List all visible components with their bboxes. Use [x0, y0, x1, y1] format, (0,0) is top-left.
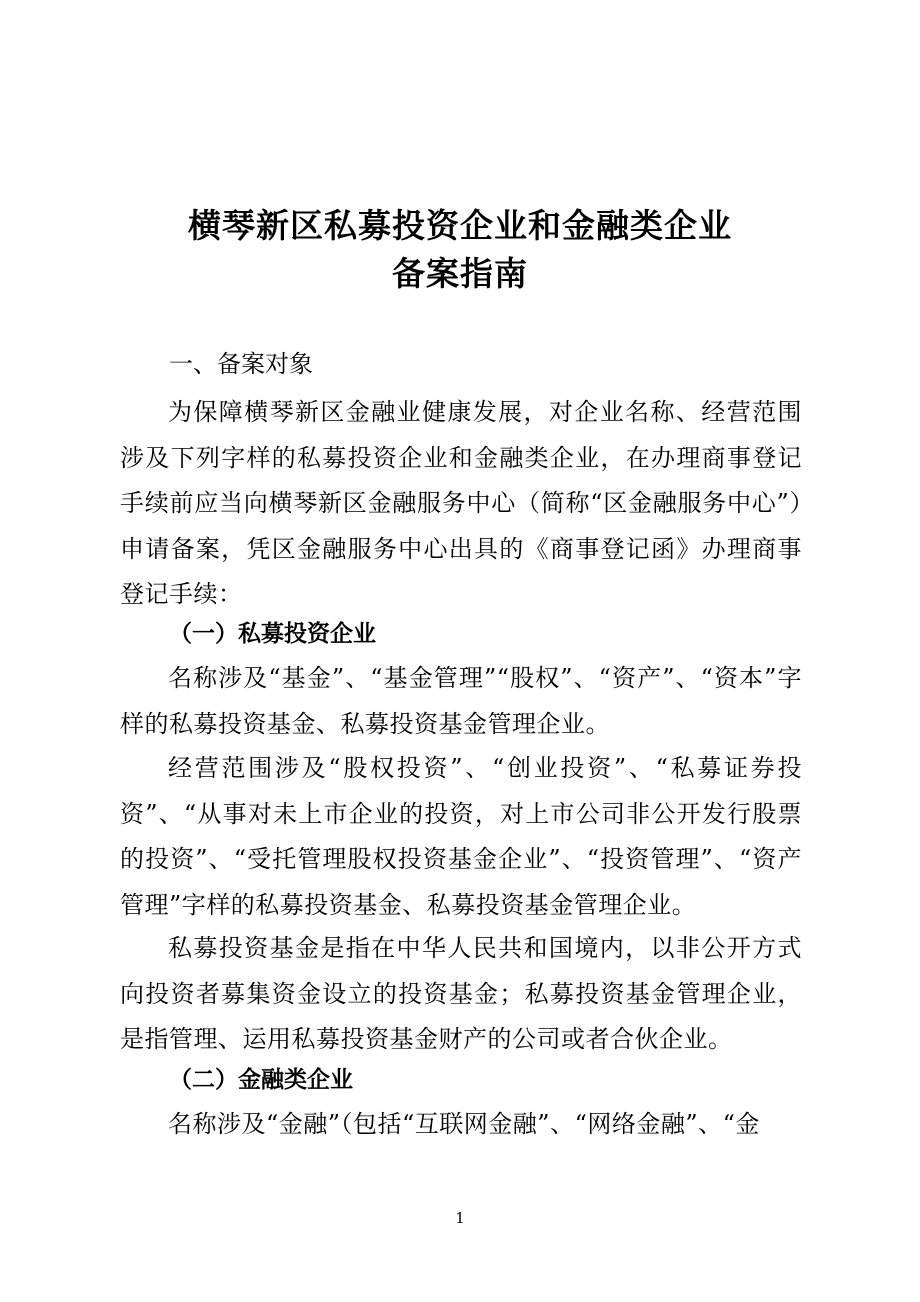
section-intro-paragraph: 为保障横琴新区金融业健康发展，对企业名称、经营范围涉及下列字样的私募投资企业和金融类企业，在办理商事登记手续前应当向横琴新区金融服务中心（简称“区金融服务中心”）申请备案，凭区金融服务中心出具的《商事登记函》办理商事登记手续：: [120, 398, 802, 608]
private-equity-scope-paragraph: 经营范围涉及“股权投资”、“创业投资”、“私募证券投资”、“从事对未上市企业的投资，对上市公司非公开发行股票的投资”、“受托管理股权投资基金企业”、“投资管理”、“资产管理”字样的私募投资基金、私募投资基金管理企业。: [120, 754, 802, 919]
document-title-line-1: 横琴新区私募投资企业和金融类企业: [188, 206, 732, 245]
subsection-heading-private-equity: （一）私募投资企业: [169, 620, 376, 647]
document-title-line-2: 备案指南: [392, 254, 528, 293]
section-heading-filing-targets: 一、备案对象: [169, 350, 313, 378]
page-number: 1: [455, 1209, 465, 1227]
financial-name-paragraph: 名称涉及“金融”（包括“互联网金融”、“网络金融”、“金: [168, 1110, 760, 1138]
private-equity-name-paragraph: 名称涉及“基金”、“基金管理”“股权”、“资产”、“资本”字样的私募投资基金、私募投资基金管理企业。: [120, 664, 802, 738]
private-equity-definition-paragraph: 私募投资基金是指在中华人民共和国境内，以非公开方式向投资者募集资金设立的投资基金；私募投资基金管理企业，是指管理、运用私募投资基金财产的公司或者合伙企业。: [120, 934, 802, 1053]
subsection-heading-financial: （二）金融类企业: [169, 1066, 353, 1093]
